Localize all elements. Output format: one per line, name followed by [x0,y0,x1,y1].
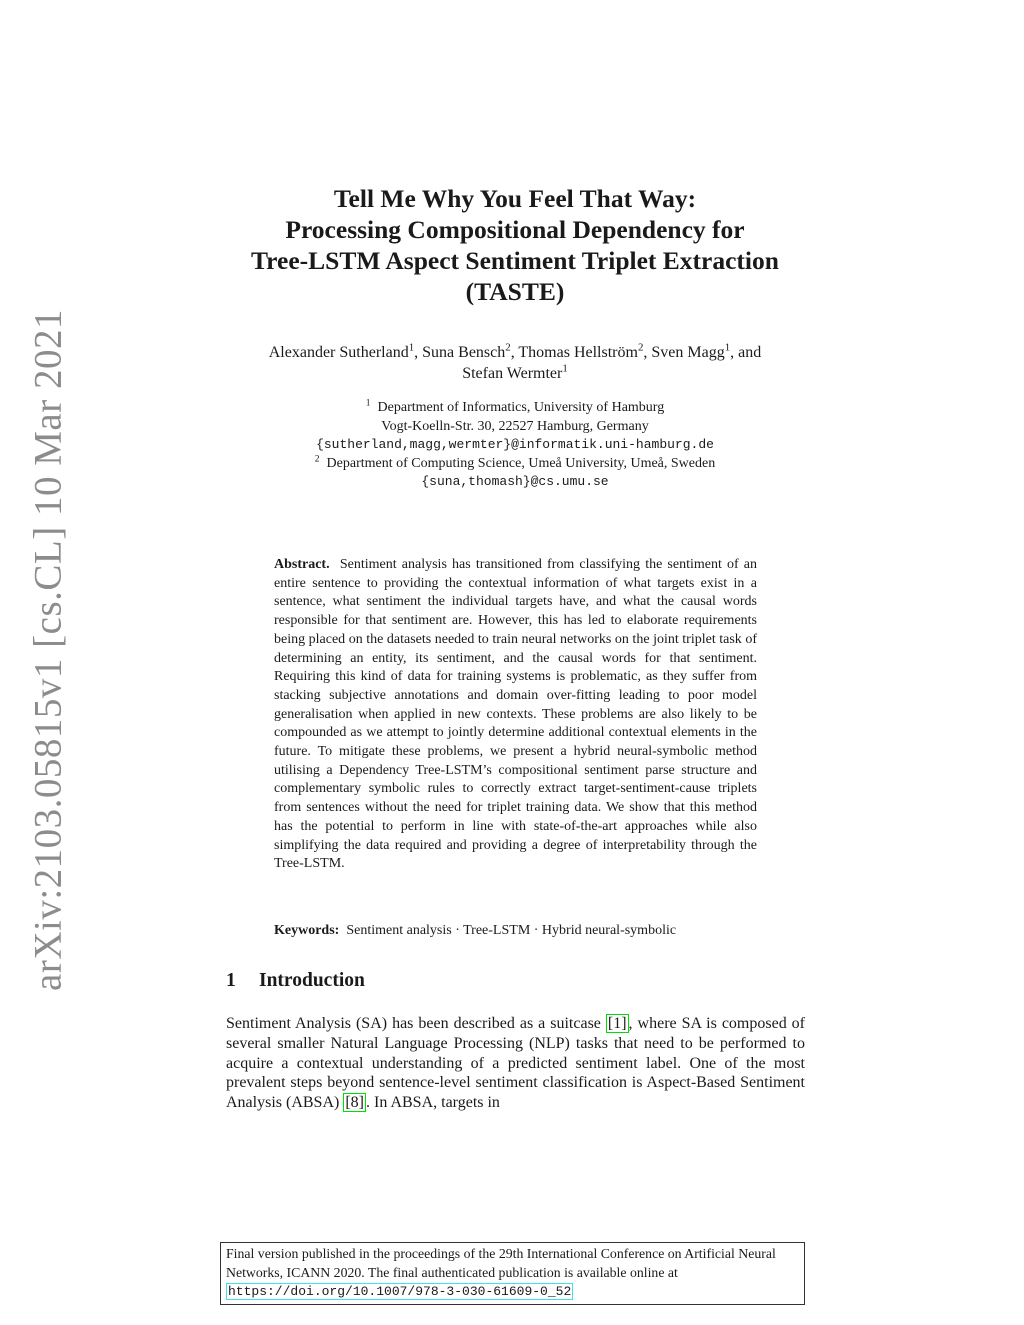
affiliation-mark: 1 [365,398,371,409]
citation-link-1[interactable]: [1] [607,1015,627,1032]
affiliation-mark: 2 [314,453,320,464]
author-name: , Suna Bensch [414,344,506,361]
publication-notice-box [220,1242,805,1305]
intro-text: . In ABSA, targets in [366,1094,500,1112]
author-name: Stefan Wermter [462,365,563,382]
publication-notice-text: Final version published in the proceedings of the 29th International Conference on Artificial Neural Networks, ICANN 2020. The final authenticated publication is available online at [226,1246,776,1280]
citation-link-8[interactable]: [8] [345,1094,364,1112]
author-name: , Sven Magg [643,344,725,361]
affiliation-2-name: Department of Computing Science, Umeå University, Umeå, Sweden [326,455,716,471]
affiliation-2-department [215,455,815,474]
author-affiliation-mark: 1 [408,341,415,354]
section-title: Introduction [259,970,365,991]
author-affiliation-mark: 2 [637,341,644,354]
author-name: , Thomas Hellström [510,344,638,361]
author-affiliation-mark: 1 [562,362,568,375]
affiliation-1-name: Department of Informatics, University of Hamburg [377,400,665,415]
keywords-text: Sentiment analysis · Tree-LSTM · Hybrid neural-symbolic [346,923,677,938]
affiliations [215,399,815,492]
abstract-text: Sentiment analysis has transitioned from classifying the sentiment of an entire sentence to providing the contextual information of what targets exist in a sentence, what sentiment the individual targets have, and what the causal words responsible for that sentiment are. However, this has led to elaborate requirements being placed on the datasets needed to train neural networks on the joint triplet task of determining an entity, its sentiment, and the causal words for that sentiment. Requiring this kind of data for training systems is problematic, as they suffer from stacking subjective annotations and domain over-fitting leading to poor model generalisation when applied in new contexts. These problems are also likely to be compounded as we attempt to jointly determine additional contextual elements in the future. To mitigate these problems, we present a hybrid neural-symbolic method utilising a Dependency Tree-LSTM’s compositional sentiment parse structure and complementary symbolic rules to correctly extract target-sentiment-cause triplets from sentences without the need for triplet training data. We show that this method has the potential to perform in line with state-of-the-art approaches while also simplifying the data required and providing a degree of interpretability through the Tree-LSTM. [274,557,758,872]
intro-text: Sentiment Analysis (SA) has been described as a suitcase [226,1015,606,1032]
author-name: Alexander Sutherland [268,344,409,361]
author-separator: , and [730,344,762,361]
author-affiliation-mark: 2 [505,341,511,354]
paper-title [215,183,815,307]
abstract-label: Abstract. [274,557,330,572]
author-affiliation-mark: 1 [724,341,731,354]
abstract [274,556,757,874]
section-heading-introduction [226,970,365,992]
affiliation-2-email: {suna,thomash}@cs.umu.se [421,474,609,489]
intro-text: , where SA is composed of several smaller Natural Language Processing (NLP) tasks that need to be performed to acquire a contextual understanding of a predicted sentiment label. One of the most prevalent steps beyond sentence-level sentiment classification is Aspect-Based Sentiment Analysis (ABSA) [226,1015,805,1112]
title-line-4: (TASTE) [465,277,565,306]
title-line-2: Processing Compositional Dependency for [285,215,745,244]
keywords [274,922,764,940]
keywords-label: Keywords: [274,923,340,938]
author-list [215,342,815,384]
title-line-3: Tree-LSTM Aspect Sentiment Triplet Extraction [251,246,779,275]
arxiv-identifier-stamp: arXiv:2103.05815v1 [cs.CL] 10 Mar 2021 [26,309,70,991]
title-line-1: Tell Me Why You Feel That Way: [333,184,697,213]
author-line-1 [215,342,815,363]
affiliation-1-department [215,399,815,418]
section-number: 1 [226,970,236,991]
affiliation-1-address: Vogt-Koelln-Str. 30, 22527 Hamburg, Germany [381,418,649,434]
introduction-paragraph [226,1014,805,1113]
author-line-2 [215,363,815,384]
affiliation-1-email: {sutherland,magg,wermter}@informatik.uni-hamburg.de [316,437,714,452]
doi-link[interactable]: https://doi.org/10.1007/978-3-030-61609-0_52 [228,1284,572,1299]
